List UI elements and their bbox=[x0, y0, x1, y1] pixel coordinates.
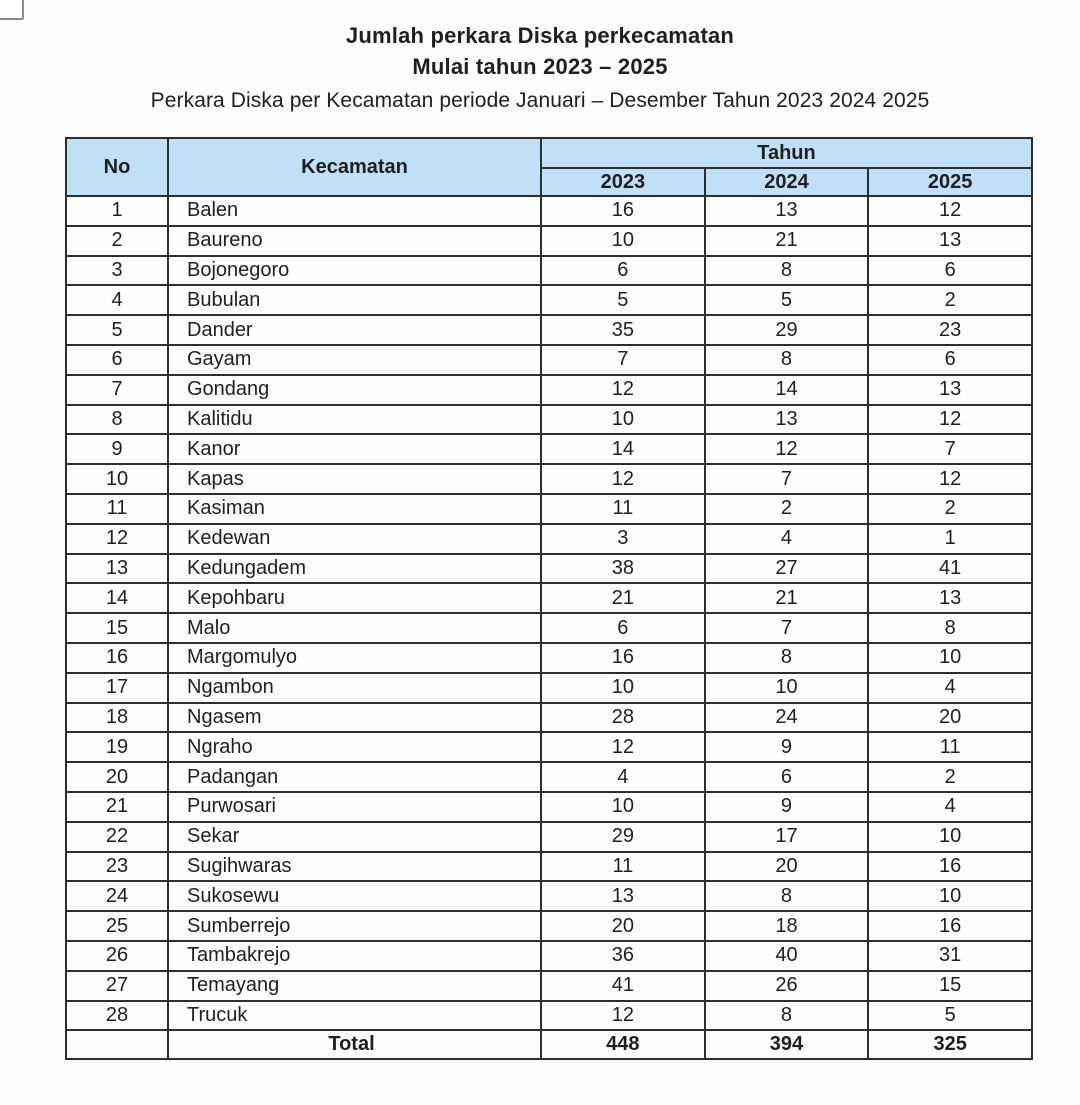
table-row bbox=[66, 256, 1032, 286]
kecamatan-cell: Malo bbox=[168, 613, 541, 643]
table-row bbox=[66, 226, 1032, 256]
value-2024-cell: 7 bbox=[705, 613, 869, 643]
value-2023-cell: 11 bbox=[541, 852, 705, 882]
value-2024-cell: 24 bbox=[705, 703, 869, 733]
value-2025-cell: 10 bbox=[868, 822, 1032, 852]
kecamatan-cell: Kepohbaru bbox=[168, 583, 541, 613]
table-row bbox=[66, 583, 1032, 613]
header-year-2025: 2025 bbox=[868, 168, 1032, 196]
header-kecamatan: Kecamatan bbox=[168, 138, 541, 196]
table-row bbox=[66, 673, 1032, 703]
kecamatan-cell: Kapas bbox=[168, 464, 541, 494]
table-row bbox=[66, 822, 1032, 852]
row-no-cell: 16 bbox=[66, 643, 168, 673]
table-row bbox=[66, 524, 1032, 554]
value-2023-cell: 10 bbox=[541, 226, 705, 256]
total-row bbox=[66, 1030, 1032, 1059]
value-2024-cell: 5 bbox=[705, 285, 869, 315]
kecamatan-cell: Purwosari bbox=[168, 792, 541, 822]
kecamatan-cell: Kanor bbox=[168, 434, 541, 464]
table-row bbox=[66, 375, 1032, 405]
table-row bbox=[66, 554, 1032, 584]
value-2024-cell: 40 bbox=[705, 941, 869, 971]
header-tahun-group: Tahun bbox=[541, 138, 1032, 168]
value-2023-cell: 7 bbox=[541, 345, 705, 375]
value-2024-cell: 13 bbox=[705, 196, 869, 226]
row-no-cell: 11 bbox=[66, 494, 168, 524]
table-row bbox=[66, 762, 1032, 792]
table-row bbox=[66, 345, 1032, 375]
value-2024-cell: 8 bbox=[705, 643, 869, 673]
value-2023-cell: 10 bbox=[541, 792, 705, 822]
row-no-cell: 5 bbox=[66, 315, 168, 345]
page-subtitle: Perkara Diska per Kecamatan periode Januari – Desember Tahun 2023 2024 2025 bbox=[150, 89, 930, 112]
value-2025-cell: 13 bbox=[868, 583, 1032, 613]
value-2024-cell: 17 bbox=[705, 822, 869, 852]
kecamatan-cell: Bubulan bbox=[168, 285, 541, 315]
value-2024-cell: 13 bbox=[705, 405, 869, 435]
value-2025-cell: 10 bbox=[868, 881, 1032, 911]
table-row bbox=[66, 971, 1032, 1001]
value-2024-cell: 9 bbox=[705, 792, 869, 822]
row-no-cell: 23 bbox=[66, 852, 168, 882]
kecamatan-cell: Tambakrejo bbox=[168, 941, 541, 971]
value-2023-cell: 28 bbox=[541, 703, 705, 733]
value-2023-cell: 35 bbox=[541, 315, 705, 345]
value-2025-cell: 6 bbox=[868, 345, 1032, 375]
value-2025-cell: 31 bbox=[868, 941, 1032, 971]
kecamatan-cell: Bojonegoro bbox=[168, 256, 541, 286]
table-row bbox=[66, 792, 1032, 822]
value-2025-cell: 7 bbox=[868, 434, 1032, 464]
table-row bbox=[66, 434, 1032, 464]
table-row bbox=[66, 941, 1032, 971]
kecamatan-cell: Gondang bbox=[168, 375, 541, 405]
value-2023-cell: 20 bbox=[541, 911, 705, 941]
row-no-cell: 1 bbox=[66, 196, 168, 226]
row-no-cell: 25 bbox=[66, 911, 168, 941]
value-2024-cell: 21 bbox=[705, 583, 869, 613]
table-row bbox=[66, 464, 1032, 494]
value-2025-cell: 6 bbox=[868, 256, 1032, 286]
value-2025-cell: 2 bbox=[868, 494, 1032, 524]
header-no: No bbox=[66, 138, 168, 196]
value-2024-cell: 12 bbox=[705, 434, 869, 464]
row-no-cell: 17 bbox=[66, 673, 168, 703]
kecamatan-cell: Baureno bbox=[168, 226, 541, 256]
row-no-cell: 19 bbox=[66, 732, 168, 762]
value-2025-cell: 8 bbox=[868, 613, 1032, 643]
value-2025-cell: 12 bbox=[868, 405, 1032, 435]
table-row bbox=[66, 1001, 1032, 1031]
value-2025-cell: 15 bbox=[868, 971, 1032, 1001]
row-no-cell: 3 bbox=[66, 256, 168, 286]
value-2024-cell: 14 bbox=[705, 375, 869, 405]
total-label: Total bbox=[168, 1030, 541, 1059]
value-2023-cell: 13 bbox=[541, 881, 705, 911]
kecamatan-cell: Sumberrejo bbox=[168, 911, 541, 941]
value-2024-cell: 10 bbox=[705, 673, 869, 703]
value-2023-cell: 6 bbox=[541, 613, 705, 643]
row-no-cell: 9 bbox=[66, 434, 168, 464]
page-title-line2: Mulai tahun 2023 – 2025 bbox=[412, 54, 668, 79]
total-2025: 325 bbox=[868, 1030, 1032, 1059]
value-2025-cell: 2 bbox=[868, 285, 1032, 315]
header-row-1 bbox=[66, 138, 1032, 168]
table-row bbox=[66, 285, 1032, 315]
kecamatan-cell: Sekar bbox=[168, 822, 541, 852]
value-2024-cell: 20 bbox=[705, 852, 869, 882]
value-2023-cell: 14 bbox=[541, 434, 705, 464]
value-2025-cell: 4 bbox=[868, 673, 1032, 703]
title-block bbox=[0, 0, 1080, 115]
table-footer bbox=[66, 1030, 1032, 1059]
value-2023-cell: 16 bbox=[541, 196, 705, 226]
value-2024-cell: 29 bbox=[705, 315, 869, 345]
row-no-cell: 14 bbox=[66, 583, 168, 613]
value-2023-cell: 29 bbox=[541, 822, 705, 852]
value-2023-cell: 12 bbox=[541, 375, 705, 405]
kecamatan-cell: Ngambon bbox=[168, 673, 541, 703]
value-2025-cell: 1 bbox=[868, 524, 1032, 554]
perkara-diska-table bbox=[65, 137, 1033, 1060]
value-2023-cell: 41 bbox=[541, 971, 705, 1001]
table-row bbox=[66, 703, 1032, 733]
value-2025-cell: 13 bbox=[868, 226, 1032, 256]
row-no-cell: 2 bbox=[66, 226, 168, 256]
row-no-cell: 27 bbox=[66, 971, 168, 1001]
value-2024-cell: 8 bbox=[705, 256, 869, 286]
table-row bbox=[66, 613, 1032, 643]
table-row bbox=[66, 196, 1032, 226]
value-2023-cell: 36 bbox=[541, 941, 705, 971]
value-2025-cell: 2 bbox=[868, 762, 1032, 792]
value-2025-cell: 5 bbox=[868, 1001, 1032, 1031]
kecamatan-cell: Dander bbox=[168, 315, 541, 345]
kecamatan-cell: Sukosewu bbox=[168, 881, 541, 911]
kecamatan-cell: Margomulyo bbox=[168, 643, 541, 673]
table-row bbox=[66, 643, 1032, 673]
value-2024-cell: 4 bbox=[705, 524, 869, 554]
value-2023-cell: 6 bbox=[541, 256, 705, 286]
value-2025-cell: 41 bbox=[868, 554, 1032, 584]
row-no-cell: 20 bbox=[66, 762, 168, 792]
row-no-cell: 10 bbox=[66, 464, 168, 494]
value-2023-cell: 16 bbox=[541, 643, 705, 673]
value-2025-cell: 11 bbox=[868, 732, 1032, 762]
value-2025-cell: 13 bbox=[868, 375, 1032, 405]
kecamatan-cell: Kalitidu bbox=[168, 405, 541, 435]
row-no-cell: 28 bbox=[66, 1001, 168, 1031]
total-empty-cell bbox=[66, 1030, 168, 1059]
header-year-2023: 2023 bbox=[541, 168, 705, 196]
table-row bbox=[66, 315, 1032, 345]
row-no-cell: 8 bbox=[66, 405, 168, 435]
value-2024-cell: 8 bbox=[705, 881, 869, 911]
value-2024-cell: 2 bbox=[705, 494, 869, 524]
kecamatan-cell: Kedewan bbox=[168, 524, 541, 554]
row-no-cell: 18 bbox=[66, 703, 168, 733]
total-2024: 394 bbox=[705, 1030, 869, 1059]
table-header bbox=[66, 138, 1032, 196]
table-row bbox=[66, 494, 1032, 524]
value-2023-cell: 5 bbox=[541, 285, 705, 315]
value-2025-cell: 4 bbox=[868, 792, 1032, 822]
kecamatan-cell: Gayam bbox=[168, 345, 541, 375]
header-year-2024: 2024 bbox=[705, 168, 869, 196]
value-2023-cell: 12 bbox=[541, 1001, 705, 1031]
table-body bbox=[66, 196, 1032, 1030]
row-no-cell: 24 bbox=[66, 881, 168, 911]
row-no-cell: 15 bbox=[66, 613, 168, 643]
value-2024-cell: 8 bbox=[705, 345, 869, 375]
value-2024-cell: 21 bbox=[705, 226, 869, 256]
kecamatan-cell: Kasiman bbox=[168, 494, 541, 524]
row-no-cell: 13 bbox=[66, 554, 168, 584]
value-2023-cell: 38 bbox=[541, 554, 705, 584]
table-row bbox=[66, 911, 1032, 941]
kecamatan-cell: Ngraho bbox=[168, 732, 541, 762]
value-2025-cell: 12 bbox=[868, 464, 1032, 494]
kecamatan-cell: Sugihwaras bbox=[168, 852, 541, 882]
value-2023-cell: 21 bbox=[541, 583, 705, 613]
value-2024-cell: 7 bbox=[705, 464, 869, 494]
total-2023: 448 bbox=[541, 1030, 705, 1059]
value-2023-cell: 12 bbox=[541, 732, 705, 762]
value-2025-cell: 23 bbox=[868, 315, 1032, 345]
value-2025-cell: 16 bbox=[868, 852, 1032, 882]
corner-artifact bbox=[0, 0, 24, 20]
row-no-cell: 21 bbox=[66, 792, 168, 822]
value-2023-cell: 10 bbox=[541, 673, 705, 703]
table-row bbox=[66, 852, 1032, 882]
table-row bbox=[66, 881, 1032, 911]
value-2024-cell: 9 bbox=[705, 732, 869, 762]
value-2025-cell: 12 bbox=[868, 196, 1032, 226]
row-no-cell: 22 bbox=[66, 822, 168, 852]
value-2024-cell: 18 bbox=[705, 911, 869, 941]
value-2025-cell: 10 bbox=[868, 643, 1032, 673]
value-2023-cell: 10 bbox=[541, 405, 705, 435]
value-2025-cell: 16 bbox=[868, 911, 1032, 941]
page-title-line1: Jumlah perkara Diska perkecamatan bbox=[345, 23, 735, 48]
table-row bbox=[66, 732, 1032, 762]
row-no-cell: 12 bbox=[66, 524, 168, 554]
kecamatan-cell: Kedungadem bbox=[168, 554, 541, 584]
table-row bbox=[66, 405, 1032, 435]
row-no-cell: 7 bbox=[66, 375, 168, 405]
value-2025-cell: 20 bbox=[868, 703, 1032, 733]
row-no-cell: 6 bbox=[66, 345, 168, 375]
value-2023-cell: 11 bbox=[541, 494, 705, 524]
kecamatan-cell: Balen bbox=[168, 196, 541, 226]
value-2024-cell: 26 bbox=[705, 971, 869, 1001]
value-2024-cell: 6 bbox=[705, 762, 869, 792]
value-2024-cell: 27 bbox=[705, 554, 869, 584]
value-2024-cell: 8 bbox=[705, 1001, 869, 1031]
row-no-cell: 26 bbox=[66, 941, 168, 971]
value-2023-cell: 12 bbox=[541, 464, 705, 494]
kecamatan-cell: Trucuk bbox=[168, 1001, 541, 1031]
kecamatan-cell: Ngasem bbox=[168, 703, 541, 733]
value-2023-cell: 4 bbox=[541, 762, 705, 792]
kecamatan-cell: Padangan bbox=[168, 762, 541, 792]
row-no-cell: 4 bbox=[66, 285, 168, 315]
value-2023-cell: 3 bbox=[541, 524, 705, 554]
kecamatan-cell: Temayang bbox=[168, 971, 541, 1001]
